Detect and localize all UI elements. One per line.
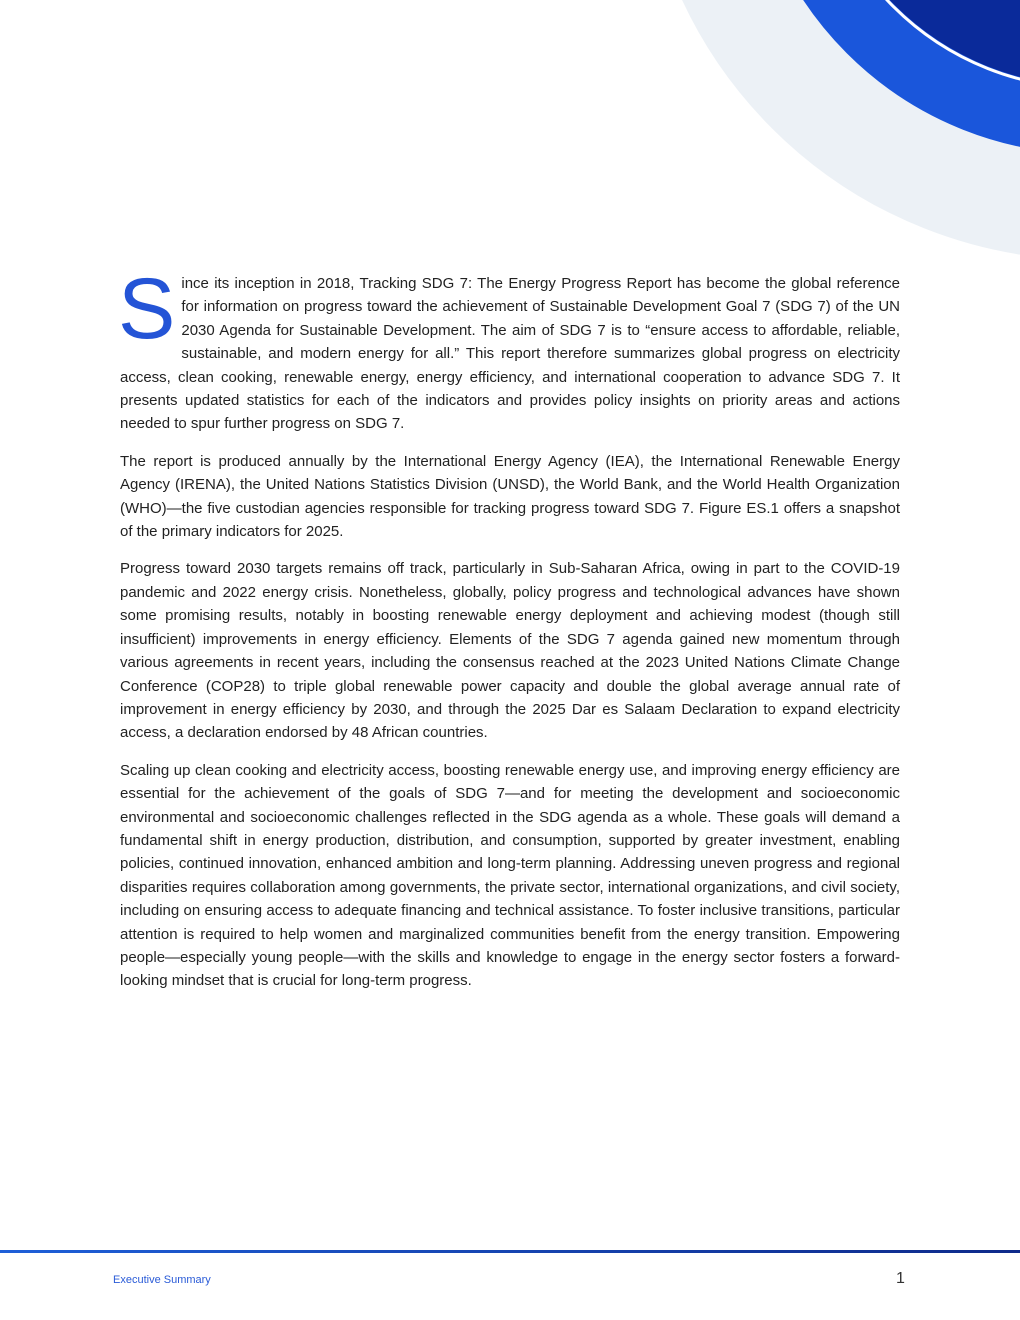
header-arc-decoration (0, 0, 1020, 300)
footer-section-label: Executive Summary (113, 1274, 211, 1286)
paragraph-intro (118, 261, 900, 436)
paragraph-custodians: The report is produced annually by the International Energy Agency (IEA), the International Renewable Energy Agency (IRENA), the United Nations Statistics Division (UNSD), the World Bank, and the World Health Organization (WHO)—the five custodian agencies responsible for tracking progress toward SDG 7. Figure ES.1 offers a snapshot of the primary indicators for 2025. (120, 452, 900, 541)
paragraph-progress: Progress toward 2030 targets remains off track, particularly in Sub-Saharan Africa, owing in part to the COVID-19 pandemic and 2022 energy crisis. Nonetheless, globally, policy progress and technological advances have shown some promising results, notably in boosting renewable energy deployment and achieving modest (though still insufficient) improvements in energy efficiency. Elements of the SDG 7 agenda gained new momentum through various agreements in recent years, including the consensus reached at the 2023 United Nations Climate Change Conference (COP28) to triple global renewable power capacity and double the global average annual rate of improvement in energy efficiency by 2030, and through the 2025 Dar es Salaam Declaration to expand electricity access, a declaration endorsed by 48 African countries. (120, 560, 900, 742)
main-body (118, 261, 900, 1007)
footer-divider (0, 1250, 1020, 1253)
page-number: 1 (896, 1270, 905, 1287)
paragraph-scaling: Scaling up clean cooking and electricity access, boosting renewable energy use, and improving energy efficiency are essential for the achievement of the goals of SDG 7—and for meeting the development and socioeconomic environmental and socioeconomic challenges reflected in the SDG agenda as a whole. These goals will demand a fundamental shift in energy production, distribution, and consumption, supported by greater investment, enabling policies, continued innovation, enhanced ambition and long-term planning. Addressing uneven progress and regional disparities requires collaboration among governments, the private sector, international organizations, and civil society, including on ensuring access to adequate financing and technical assistance. To foster inclusive transitions, particular attention is required to help women and marginalized communities benefit from the energy transition. Empowering people—especially young people—with the skills and knowledge to engage in the energy sector fosters a forward-looking mindset that is crucial for long-term progress. (120, 761, 900, 990)
drop-cap: S (118, 261, 176, 357)
paragraph-intro-text: ince its inception in 2018, Tracking SDG 7: The Energy Progress Report has become the global reference for information on progress toward the achievement of Sustainable Development Goal 7 (SDG 7) of the UN 2030 Agenda for Sustainable Development. The aim of SDG 7 is to “ensure access to affordable, reliable, sustainable, and modern energy for all.” This report therefore summarizes global progress on electricity access, clean cooking, renewable energy, energy efficiency, and international cooperation to advance SDG 7. It presents updated statistics for each of the indicators and provides policy insights on priority areas and actions needed to spur further progress on SDG 7. (120, 275, 900, 433)
